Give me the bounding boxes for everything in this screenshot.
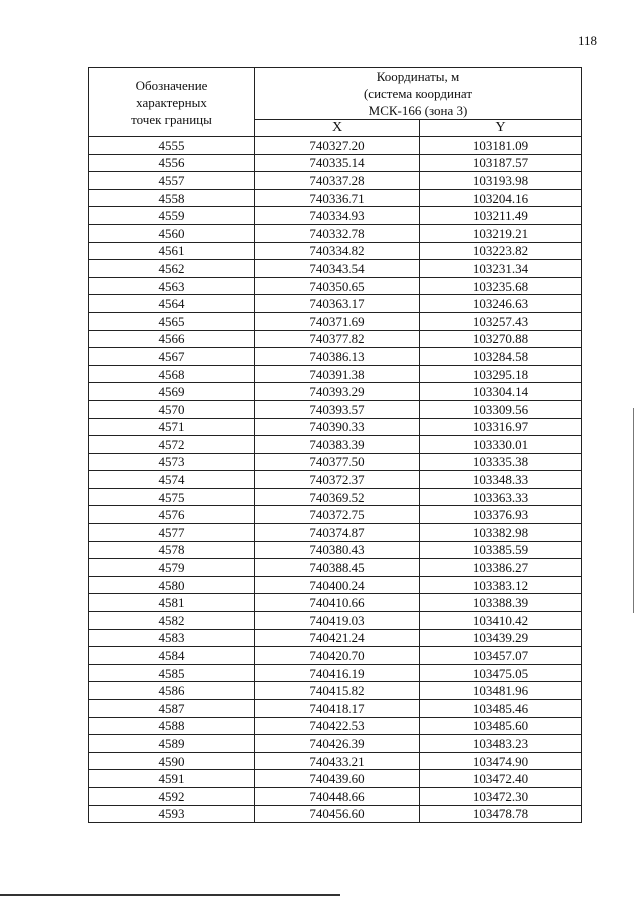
cell-y: 103481.96 <box>420 682 582 700</box>
table-row <box>89 559 582 577</box>
cell-y: 103382.98 <box>420 524 582 542</box>
cell-x: 740386.13 <box>255 348 420 366</box>
cell-point: 4586 <box>89 682 255 700</box>
cell-x: 740334.93 <box>255 207 420 225</box>
table-row <box>89 664 582 682</box>
cell-point: 4584 <box>89 647 255 665</box>
cell-y: 103309.56 <box>420 400 582 418</box>
cell-x: 740393.29 <box>255 383 420 401</box>
cell-y: 103457.07 <box>420 647 582 665</box>
cell-point: 4568 <box>89 365 255 383</box>
cell-x: 740350.65 <box>255 277 420 295</box>
table-row <box>89 383 582 401</box>
table-row <box>89 682 582 700</box>
table-row <box>89 348 582 366</box>
table-row <box>89 365 582 383</box>
header-coordinates: Координаты, м (система координат МСК-166 (зона 3) <box>255 68 582 120</box>
table-row <box>89 154 582 172</box>
table-row <box>89 612 582 630</box>
cell-point: 4574 <box>89 471 255 489</box>
coordinates-table <box>88 67 582 823</box>
cell-point: 4555 <box>89 137 255 155</box>
cell-x: 740400.24 <box>255 576 420 594</box>
cell-point: 4562 <box>89 260 255 278</box>
cell-y: 103187.57 <box>420 154 582 172</box>
cell-y: 103363.33 <box>420 488 582 506</box>
cell-x: 740332.78 <box>255 224 420 242</box>
cell-y: 103439.29 <box>420 629 582 647</box>
cell-y: 103472.40 <box>420 770 582 788</box>
cell-y: 103211.49 <box>420 207 582 225</box>
header-y: Y <box>420 120 582 137</box>
cell-y: 103485.60 <box>420 717 582 735</box>
cell-point: 4558 <box>89 189 255 207</box>
cell-x: 740420.70 <box>255 647 420 665</box>
cell-y: 103257.43 <box>420 312 582 330</box>
cell-point: 4581 <box>89 594 255 612</box>
cell-y: 103388.39 <box>420 594 582 612</box>
cell-point: 4569 <box>89 383 255 401</box>
cell-point: 4576 <box>89 506 255 524</box>
table-row <box>89 400 582 418</box>
cell-x: 740416.19 <box>255 664 420 682</box>
cell-point: 4560 <box>89 224 255 242</box>
cell-point: 4556 <box>89 154 255 172</box>
cell-x: 740337.28 <box>255 172 420 190</box>
cell-x: 740363.17 <box>255 295 420 313</box>
cell-point: 4589 <box>89 735 255 753</box>
cell-x: 740335.14 <box>255 154 420 172</box>
cell-x: 740388.45 <box>255 559 420 577</box>
cell-y: 103235.68 <box>420 277 582 295</box>
cell-x: 740374.87 <box>255 524 420 542</box>
cell-y: 103383.12 <box>420 576 582 594</box>
table-row <box>89 137 582 155</box>
cell-y: 103304.14 <box>420 383 582 401</box>
cell-x: 740421.24 <box>255 629 420 647</box>
table-row <box>89 295 582 313</box>
cell-y: 103270.88 <box>420 330 582 348</box>
header-x: X <box>255 120 420 137</box>
table-row <box>89 787 582 805</box>
cell-x: 740448.66 <box>255 787 420 805</box>
cell-x: 740426.39 <box>255 735 420 753</box>
cell-point: 4561 <box>89 242 255 260</box>
cell-point: 4566 <box>89 330 255 348</box>
cell-x: 740327.20 <box>255 137 420 155</box>
cell-y: 103295.18 <box>420 365 582 383</box>
cell-y: 103348.33 <box>420 471 582 489</box>
cell-x: 740383.39 <box>255 436 420 454</box>
table-row <box>89 717 582 735</box>
cell-point: 4563 <box>89 277 255 295</box>
cell-x: 740410.66 <box>255 594 420 612</box>
cell-x: 740372.37 <box>255 471 420 489</box>
cell-y: 103335.38 <box>420 453 582 471</box>
cell-x: 740439.60 <box>255 770 420 788</box>
table-row <box>89 453 582 471</box>
cell-y: 103330.01 <box>420 436 582 454</box>
table-row <box>89 330 582 348</box>
cell-x: 740377.50 <box>255 453 420 471</box>
cell-point: 4571 <box>89 418 255 436</box>
cell-point: 4588 <box>89 717 255 735</box>
table-row <box>89 312 582 330</box>
table-body <box>89 137 582 823</box>
table-row <box>89 172 582 190</box>
cell-y: 103316.97 <box>420 418 582 436</box>
cell-point: 4593 <box>89 805 255 823</box>
cell-y: 103193.98 <box>420 172 582 190</box>
cell-y: 103246.63 <box>420 295 582 313</box>
cell-x: 740418.17 <box>255 700 420 718</box>
cell-x: 740415.82 <box>255 682 420 700</box>
cell-point: 4591 <box>89 770 255 788</box>
cell-point: 4567 <box>89 348 255 366</box>
cell-x: 740372.75 <box>255 506 420 524</box>
cell-point: 4583 <box>89 629 255 647</box>
table-row <box>89 805 582 823</box>
cell-point: 4585 <box>89 664 255 682</box>
table-row <box>89 735 582 753</box>
table-row <box>89 647 582 665</box>
table-row <box>89 242 582 260</box>
table-row <box>89 436 582 454</box>
cell-y: 103474.90 <box>420 752 582 770</box>
table-row <box>89 629 582 647</box>
cell-x: 740390.33 <box>255 418 420 436</box>
cell-x: 740334.82 <box>255 242 420 260</box>
cell-x: 740393.57 <box>255 400 420 418</box>
cell-x: 740433.21 <box>255 752 420 770</box>
cell-y: 103410.42 <box>420 612 582 630</box>
cell-y: 103478.78 <box>420 805 582 823</box>
cell-y: 103181.09 <box>420 137 582 155</box>
table-row <box>89 189 582 207</box>
cell-y: 103472.30 <box>420 787 582 805</box>
page-number: 118 <box>578 33 598 48</box>
cell-point: 4577 <box>89 524 255 542</box>
cell-y: 103231.34 <box>420 260 582 278</box>
table-row <box>89 488 582 506</box>
cell-point: 4587 <box>89 700 255 718</box>
cell-point: 4592 <box>89 787 255 805</box>
table-row <box>89 594 582 612</box>
cell-x: 740419.03 <box>255 612 420 630</box>
table-row <box>89 524 582 542</box>
footer-rule <box>0 894 340 896</box>
header-boundary-points: Обозначение характерных точек границы <box>89 68 255 137</box>
table-row <box>89 224 582 242</box>
cell-x: 740380.43 <box>255 541 420 559</box>
cell-point: 4564 <box>89 295 255 313</box>
table-row <box>89 418 582 436</box>
cell-point: 4559 <box>89 207 255 225</box>
table-row <box>89 700 582 718</box>
table-row <box>89 752 582 770</box>
cell-point: 4590 <box>89 752 255 770</box>
table-row <box>89 260 582 278</box>
cell-y: 103385.59 <box>420 541 582 559</box>
table-row <box>89 576 582 594</box>
cell-y: 103219.21 <box>420 224 582 242</box>
cell-y: 103376.93 <box>420 506 582 524</box>
table-row <box>89 541 582 559</box>
cell-x: 740377.82 <box>255 330 420 348</box>
cell-y: 103284.58 <box>420 348 582 366</box>
cell-y: 103204.16 <box>420 189 582 207</box>
cell-point: 4578 <box>89 541 255 559</box>
table-row <box>89 471 582 489</box>
table-row <box>89 770 582 788</box>
cell-point: 4573 <box>89 453 255 471</box>
cell-x: 740391.38 <box>255 365 420 383</box>
cell-point: 4579 <box>89 559 255 577</box>
cell-point: 4565 <box>89 312 255 330</box>
cell-x: 740336.71 <box>255 189 420 207</box>
cell-x: 740422.53 <box>255 717 420 735</box>
cell-point: 4572 <box>89 436 255 454</box>
table-row <box>89 277 582 295</box>
cell-x: 740343.54 <box>255 260 420 278</box>
cell-x: 740369.52 <box>255 488 420 506</box>
cell-point: 4575 <box>89 488 255 506</box>
cell-point: 4582 <box>89 612 255 630</box>
cell-point: 4580 <box>89 576 255 594</box>
scan-margin-line <box>633 408 634 613</box>
cell-point: 4557 <box>89 172 255 190</box>
cell-point: 4570 <box>89 400 255 418</box>
cell-y: 103475.05 <box>420 664 582 682</box>
table-row <box>89 207 582 225</box>
cell-x: 740456.60 <box>255 805 420 823</box>
cell-y: 103223.82 <box>420 242 582 260</box>
table-row <box>89 506 582 524</box>
cell-x: 740371.69 <box>255 312 420 330</box>
cell-y: 103386.27 <box>420 559 582 577</box>
cell-y: 103485.46 <box>420 700 582 718</box>
cell-y: 103483.23 <box>420 735 582 753</box>
